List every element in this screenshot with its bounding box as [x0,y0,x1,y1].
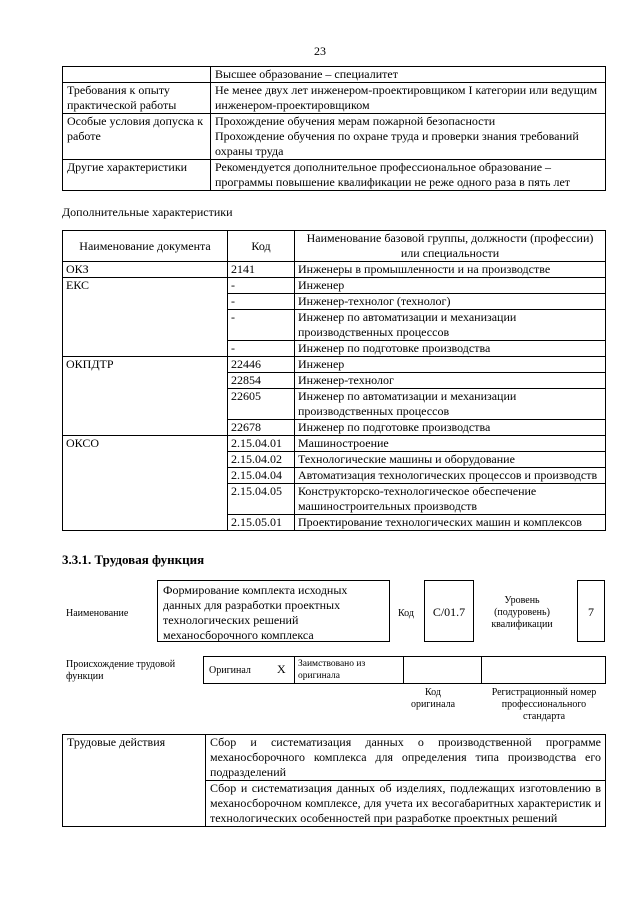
table-row [63,468,606,484]
requirement-value [211,160,606,191]
table-row [63,310,606,341]
column-header: Наименование базовой группы, должности (профессии) или специальности [295,231,606,262]
code-label: Код [398,608,414,619]
code-cell: 22446 [228,357,295,373]
profession-name-cell: Инженер [295,357,606,373]
code-value: C/01.7 [432,605,466,619]
profession-name-cell: Технологические машины и оборудование [295,452,606,468]
origin-divider-2 [403,656,404,684]
column-header: Код [228,231,295,262]
requirement-label: Требования к опыту практической работы [63,83,211,114]
origin-divider-3 [481,656,482,684]
document-name-cell [63,310,228,341]
profession-name-cell: Инженер-технолог (технолог) [295,294,606,310]
table-row [63,341,606,357]
borrowed-label: Заимствовано из оригинала [298,659,366,681]
table-row [63,484,606,515]
profession-name-cell: Конструкторско-технологическое обеспечение машиностроительных производств [295,484,606,515]
origin-label: Происхождение трудовой функции [66,659,176,682]
code-original-label: Код оригинала [410,687,456,710]
function-name-label: Наименование [66,608,129,619]
document-name-cell [63,468,228,484]
code-cell: - [228,278,295,294]
labor-action-row [63,735,606,781]
code-cell: - [228,294,295,310]
page-number: 23 [314,44,326,58]
requirements-row [63,160,606,191]
table-row [63,294,606,310]
document-name-cell: ОКЗ [63,262,228,278]
profession-name-cell: Инженер по подготовке производства [295,341,606,357]
profession-name-cell: Инженер по автоматизации и механизации производственных процессов [295,310,606,341]
requirement-line: Не менее двух лет инженером-проектировщиком I категории или ведущим инженером-проектировщиком [215,83,598,112]
function-name-box [157,580,390,642]
table-row [63,389,606,420]
original-label: Оригинал [209,665,251,676]
code-box [424,580,474,642]
code-cell: - [228,310,295,341]
table-row [63,515,606,531]
function-name-value: Формирование комплекта исходных данных для разработки проектных технологических решений механосборочного комплекса [163,583,348,642]
code-cell: 22854 [228,373,295,389]
code-cell: 2.15.04.05 [228,484,295,515]
column-header: Наименование документа [63,231,228,262]
document-name-cell [63,389,228,420]
origin-divider-1 [294,656,295,684]
labor-function-title: 3.3.1. Трудовая функция [62,552,205,567]
code-cell: 2.15.05.01 [228,515,295,531]
additional-characteristics-table [62,230,606,531]
requirement-label: Другие характеристики [63,160,211,191]
document-name-cell [63,452,228,468]
profession-name-cell: Инженер [295,278,606,294]
profession-name-cell: Проектирование технологических машин и комплексов [295,515,606,531]
requirement-value [211,67,606,83]
labor-actions-label [63,781,206,827]
registration-number-label: Регистрационный номер профессионального стандарта [491,687,597,722]
table-row [63,278,606,294]
profession-name-cell: Инженер-технолог [295,373,606,389]
profession-name-cell: Автоматизация технологических процессов и производств [295,468,606,484]
document-name-cell [63,420,228,436]
origin-row [203,656,606,684]
requirements-row [63,67,606,83]
requirement-line: Высшее образование – специалитет [215,67,398,81]
document-name-cell [63,373,228,389]
code-cell: 22678 [228,420,295,436]
table-row [63,452,606,468]
table-row [63,262,606,278]
code-cell: - [228,341,295,357]
document-name-cell [63,341,228,357]
labor-action-row [63,781,606,827]
profession-name-cell: Инженер по автоматизации и механизации производственных процессов [295,389,606,420]
level-box [577,580,605,642]
requirement-label [63,67,211,83]
document-name-cell [63,294,228,310]
requirements-row [63,83,606,114]
profession-name-cell: Инженер по подготовке производства [295,420,606,436]
document-name-cell [63,484,228,515]
document-name-cell: ОКПДТР [63,357,228,373]
requirement-line: Прохождение обучения по охране труда и проверки знания требований охраны труда [215,129,579,158]
requirement-label: Особые условия допуска к работе [63,114,211,160]
code-cell: 2.15.04.01 [228,436,295,452]
code-cell: 2.15.04.02 [228,452,295,468]
requirements-row [63,114,606,160]
labor-action-text: Сбор и систематизация данных о производственной программе механосборочного комплекса для определения типа производства его подразделений [206,735,606,781]
table-row [63,357,606,373]
table-row [63,373,606,389]
requirements-table [62,66,606,191]
level-label: Уровень (подуровень) квалификации [491,595,553,630]
labor-actions-table [62,734,606,827]
requirement-value [211,83,606,114]
table-row [63,436,606,452]
labor-actions-label: Трудовые действия [63,735,206,781]
requirement-value [211,114,606,160]
original-mark: X [277,662,286,676]
level-value: 7 [588,605,594,619]
document-name-cell: ОКСО [63,436,228,452]
code-cell: 22605 [228,389,295,420]
document-name-cell: ЕКС [63,278,228,294]
document-name-cell [63,515,228,531]
code-cell: 2141 [228,262,295,278]
additional-characteristics-title: Дополнительные характеристики [62,205,233,219]
code-cell: 2.15.04.04 [228,468,295,484]
table-row [63,420,606,436]
requirement-line: Прохождение обучения мерам пожарной безопасности [215,114,496,128]
profession-name-cell: Машиностроение [295,436,606,452]
profession-name-cell: Инженеры в промышленности и на производстве [295,262,606,278]
header-row [63,231,606,262]
labor-action-text: Сбор и систематизация данных об изделиях, подлежащих изготовлению в механосборочном комплексе, для учета их весогабаритных характеристик и технологических особенностей при разработке проектных решений [206,781,606,827]
requirement-line: Рекомендуется дополнительное профессиональное образование – программы повышение квалификации не реже одного раза в пять лет [215,160,571,189]
